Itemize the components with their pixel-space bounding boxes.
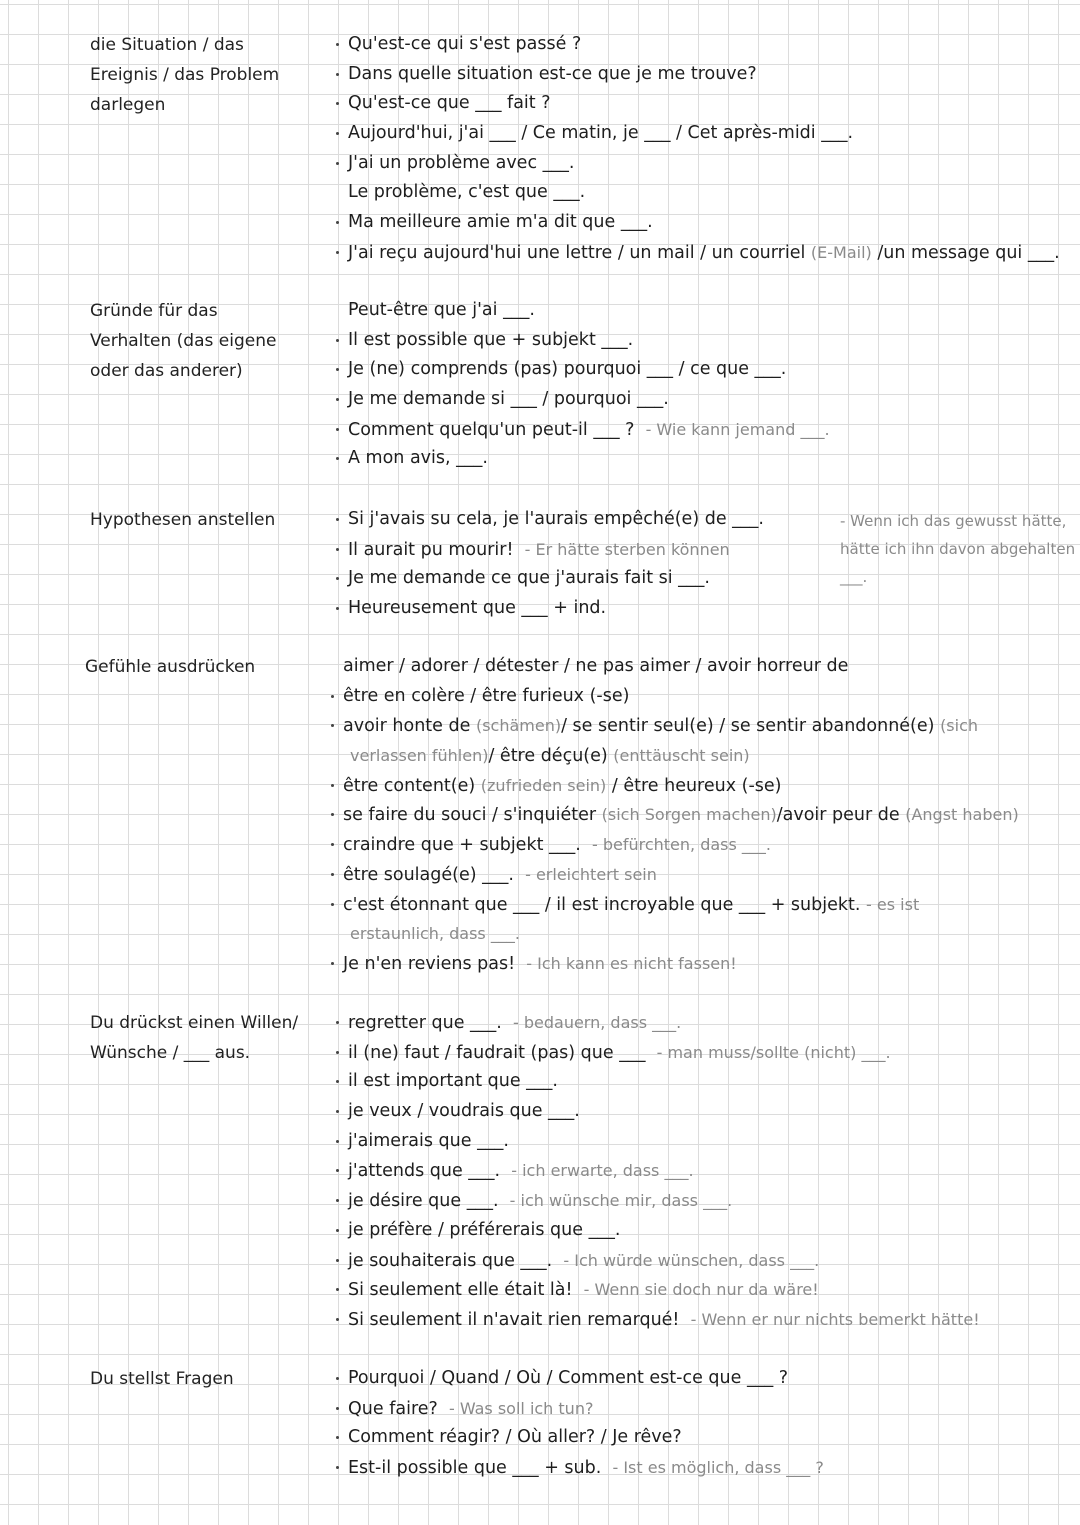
phrase-list [330, 30, 1070, 268]
phrase-text: être content(e) [343, 775, 476, 796]
phrase-text: Je me demande ce que j'aurais fait si ___. [348, 568, 710, 589]
phrase-text: /un message qui ___. [877, 242, 1060, 263]
bullet-dot [336, 1199, 339, 1202]
translation-text: - Ich kann es nicht fassen! [526, 953, 737, 973]
translation-text: (zufrieden sein) [480, 775, 607, 795]
translation-text: (sich [940, 716, 979, 736]
bullet-dot [336, 1466, 339, 1469]
phrase-item [330, 415, 1070, 445]
phrase-text: je souhaiterais que ___. [348, 1250, 553, 1271]
phrase-item [330, 296, 1070, 326]
side-line: hätte ich ihn davon abgehalten [840, 540, 1076, 558]
bullet-dot [336, 1436, 339, 1439]
translation-text: - Ich würde wünschen, dass ___. [563, 1250, 820, 1270]
phrase-text: il (ne) faut / faudrait (pas) que ___ [348, 1042, 646, 1063]
phrase-item [325, 711, 1065, 741]
phrase-item [325, 919, 1065, 949]
phrase-text: Je n'en reviens pas! [343, 953, 516, 974]
bullet-dot [336, 1110, 339, 1113]
translation-text: - Ist es möglich, dass ___ ? [612, 1458, 824, 1478]
phrase-text: Heureusement que ___ + ind. [348, 598, 607, 619]
phrase-item [330, 444, 1070, 474]
section-label [90, 1008, 310, 1068]
phrase-text: Aujourd'hui, j'ai ___ / Ce matin, je ___ / Cet après-midi ___. [348, 123, 854, 144]
label-line: Du stellst Fragen [90, 1369, 234, 1389]
translation-text: - Wenn er nur nichts bemerkt hätte! [690, 1309, 980, 1329]
label-line: Gefühle ausdrücken [85, 657, 256, 677]
phrase-text: je veux / voudrais que ___. [348, 1101, 580, 1122]
phrase-item [330, 119, 1070, 149]
bullet-dot [331, 813, 334, 816]
phrase-text: j'attends que ___. [348, 1161, 501, 1182]
bullet-dot [336, 607, 339, 610]
translation-text: - Wie kann jemand ___. [645, 419, 830, 439]
phrase-item [325, 771, 1065, 801]
label-line: darlegen [90, 95, 166, 115]
phrase-text: J'ai un problème avec ___. [348, 152, 575, 173]
phrase-text: Le problème, c'est que ___. [348, 182, 586, 203]
phrase-text: Si seulement elle était là! [348, 1280, 573, 1301]
phrase-item [330, 1008, 1070, 1038]
label-line: Wünsche / ___ aus. [90, 1043, 251, 1063]
bullet-dot [336, 162, 339, 165]
bullet-dot [336, 548, 339, 551]
bullet-dot [336, 1407, 339, 1410]
phrase-text: je désire que ___. [348, 1191, 499, 1212]
bullet-dot [336, 251, 339, 254]
phrase-text: A mon avis, ___. [348, 448, 488, 469]
bullet-dot [336, 1169, 339, 1172]
translation-text: verlassen fühlen) [350, 746, 489, 766]
label-line: Hypothesen anstellen [90, 510, 276, 530]
phrase-item [330, 178, 1070, 208]
bullet-dot [336, 1021, 339, 1024]
bullet-dot [336, 368, 339, 371]
phrase-item [330, 385, 1070, 415]
phrase-text: Il aurait pu mourir! [348, 539, 514, 560]
bullet-dot [331, 784, 334, 787]
bullet-dot [336, 1229, 339, 1232]
phrase-item [330, 564, 830, 594]
bullet-dot [336, 1288, 339, 1291]
translation-text: - ich erwarte, dass ___. [511, 1161, 694, 1181]
label-line: Du drückst einen Willen/ [90, 1013, 299, 1033]
translation-text: - Er hätte sterben können [524, 539, 730, 559]
phrase-text: se faire du souci / s'inquiéter [343, 805, 597, 826]
section-label [90, 30, 310, 120]
phrase-item [325, 949, 1065, 979]
phrase-text: Si j'avais su cela, je l'aurais empêché(e) de ___. [348, 509, 764, 529]
bullet-dot [336, 398, 339, 401]
side-translation [840, 507, 1075, 591]
phrase-item [325, 682, 1065, 712]
translation-text: - Was soll ich tun? [448, 1398, 594, 1418]
phrase-item [330, 89, 1070, 119]
bullet-dot [336, 221, 339, 224]
phrase-item [325, 890, 1065, 920]
phrase-item [325, 741, 1065, 771]
phrase-item [330, 535, 830, 565]
phrase-text: Est-il possible que ___ + sub. [348, 1458, 602, 1479]
bullet-dot [331, 903, 334, 906]
bullet-dot [336, 428, 339, 431]
phrase-item [330, 1067, 1070, 1097]
bullet-dot [331, 873, 334, 876]
bullet-dot [336, 1259, 339, 1262]
phrase-item [330, 1097, 1070, 1127]
bullet-dot [336, 73, 339, 76]
translation-text: (E-Mail) [810, 242, 872, 262]
section-label [90, 1364, 310, 1394]
phrase-item [330, 1305, 1070, 1335]
phrase-text: / être heureux (-se) [611, 775, 782, 796]
phrase-item [330, 1246, 1070, 1276]
phrase-text: Qu'est-ce qui s'est passé ? [348, 34, 582, 54]
phrase-item [325, 830, 1065, 860]
side-line: ___. [840, 568, 868, 586]
phrase-item [330, 1156, 1070, 1186]
phrase-item [330, 1186, 1070, 1216]
bullet-dot [336, 339, 339, 342]
phrase-list [330, 296, 1070, 474]
phrase-text: Que faire? [348, 1398, 438, 1419]
phrase-text: être soulagé(e) ___. [343, 864, 514, 885]
bullet-dot [331, 724, 334, 727]
translation-text: - Wenn sie doch nur da wäre! [583, 1280, 819, 1300]
bullet-dot [336, 132, 339, 135]
label-line: Gründe für das [90, 301, 218, 321]
phrase-text: Dans quelle situation est-ce que je me trouve? [348, 63, 757, 84]
phrase-item [330, 505, 830, 535]
label-line: die Situation / das [90, 35, 244, 55]
bullet-dot [336, 457, 339, 460]
phrase-text: / se sentir seul(e) / se sentir abandonné(e) [561, 716, 935, 737]
phrase-item [330, 238, 1070, 268]
translation-text: (enttäuscht sein) [613, 746, 750, 766]
phrase-item [330, 326, 1070, 356]
phrase-text: c'est étonnant que ___ / il est incroyable que ___ + subjekt. [343, 894, 861, 915]
phrase-text: Je me demande si ___ / pourquoi ___. [348, 389, 669, 410]
phrase-list [330, 505, 830, 624]
bullet-dot [331, 695, 334, 698]
phrase-text: Comment réagir? / Où aller? / Je rêve? [348, 1427, 682, 1448]
phrase-list [330, 1364, 1070, 1483]
translation-text: - es ist [866, 894, 920, 914]
phrase-text: /avoir peur de [776, 805, 900, 826]
phrase-item [325, 800, 1065, 830]
phrase-text: être en colère / être furieux (-se) [343, 685, 630, 706]
phrase-text: Qu'est-ce que ___ fait ? [348, 93, 551, 114]
phrase-text: craindre que + subjekt ___. [343, 835, 581, 856]
phrase-text: regretter que ___. [348, 1013, 502, 1033]
phrase-text: il est important que ___. [348, 1071, 558, 1092]
bullet-dot [336, 1051, 339, 1054]
phrase-item [330, 594, 830, 624]
bullet-dot [331, 962, 334, 965]
translation-text: (schämen) [475, 716, 562, 736]
section-label [90, 296, 310, 386]
phrase-item [330, 208, 1070, 238]
phrase-item [330, 1394, 1070, 1424]
translation-text: (sich Sorgen machen) [601, 805, 777, 825]
phrase-list [325, 652, 1065, 979]
side-line: - Wenn ich das gewusst hätte, [840, 512, 1067, 530]
bullet-dot [331, 843, 334, 846]
bullet-dot [336, 518, 339, 521]
phrase-text: Si seulement il n'avait rien remarqué! [348, 1309, 680, 1330]
translation-text: - ich wünsche mir, dass ___. [509, 1191, 733, 1211]
phrase-text: J'ai reçu aujourd'hui une lettre / un mail / un courriel [348, 242, 806, 263]
phrase-item [330, 149, 1070, 179]
phrase-item [325, 652, 1065, 682]
section-label [85, 652, 305, 682]
phrase-text: Il est possible que + subjekt ___. [348, 329, 634, 350]
phrase-item [330, 1275, 1070, 1305]
label-line: Verhalten (das eigene [90, 331, 277, 351]
phrase-item [330, 355, 1070, 385]
phrase-item [330, 30, 1070, 60]
translation-text: erstaunlich, dass ___. [350, 924, 520, 944]
section-label [90, 505, 310, 535]
phrase-text: aimer / adorer / détester / ne pas aimer / avoir horreur de [343, 656, 849, 676]
bullet-dot [336, 1140, 339, 1143]
phrase-text: Peut-être que j'ai ___. [348, 300, 535, 320]
translation-text: (Angst haben) [905, 805, 1019, 825]
bullet-dot [336, 43, 339, 46]
phrase-text: je préfère / préférerais que ___. [348, 1219, 621, 1240]
bullet-dot [336, 1377, 339, 1380]
phrase-item [330, 1127, 1070, 1157]
phrase-item [330, 60, 1070, 90]
phrase-text: j'aimerais que ___. [348, 1130, 509, 1151]
translation-text: - erleichtert sein [525, 864, 657, 884]
bullet-dot [336, 1318, 339, 1321]
label-line: Ereignis / das Problem [90, 65, 280, 85]
label-line: oder das anderer) [90, 361, 243, 381]
translation-text: - bedauern, dass ___. [513, 1013, 682, 1032]
bullet-dot [336, 102, 339, 105]
phrase-item [330, 1216, 1070, 1246]
phrase-text: avoir honte de [343, 716, 471, 737]
phrase-text: / être déçu(e) [488, 746, 608, 767]
translation-text: - man muss/sollte (nicht) ___. [656, 1042, 891, 1062]
translation-text: - befürchten, dass ___. [591, 835, 771, 855]
bullet-dot [336, 577, 339, 580]
phrase-list [330, 1008, 1070, 1335]
phrase-item [325, 860, 1065, 890]
phrase-text: Ma meilleure amie m'a dit que ___. [348, 212, 653, 233]
bullet-dot [336, 1080, 339, 1083]
phrase-item [330, 1453, 1070, 1483]
phrase-item [330, 1038, 1070, 1068]
phrase-text: Comment quelqu'un peut-il ___ ? [348, 419, 635, 440]
phrase-text: Pourquoi / Quand / Où / Comment est-ce que ___ ? [348, 1368, 789, 1388]
phrase-item [330, 1423, 1070, 1453]
phrase-text: Je (ne) comprends (pas) pourquoi ___ / ce que ___. [348, 359, 787, 380]
phrase-item [330, 1364, 1070, 1394]
